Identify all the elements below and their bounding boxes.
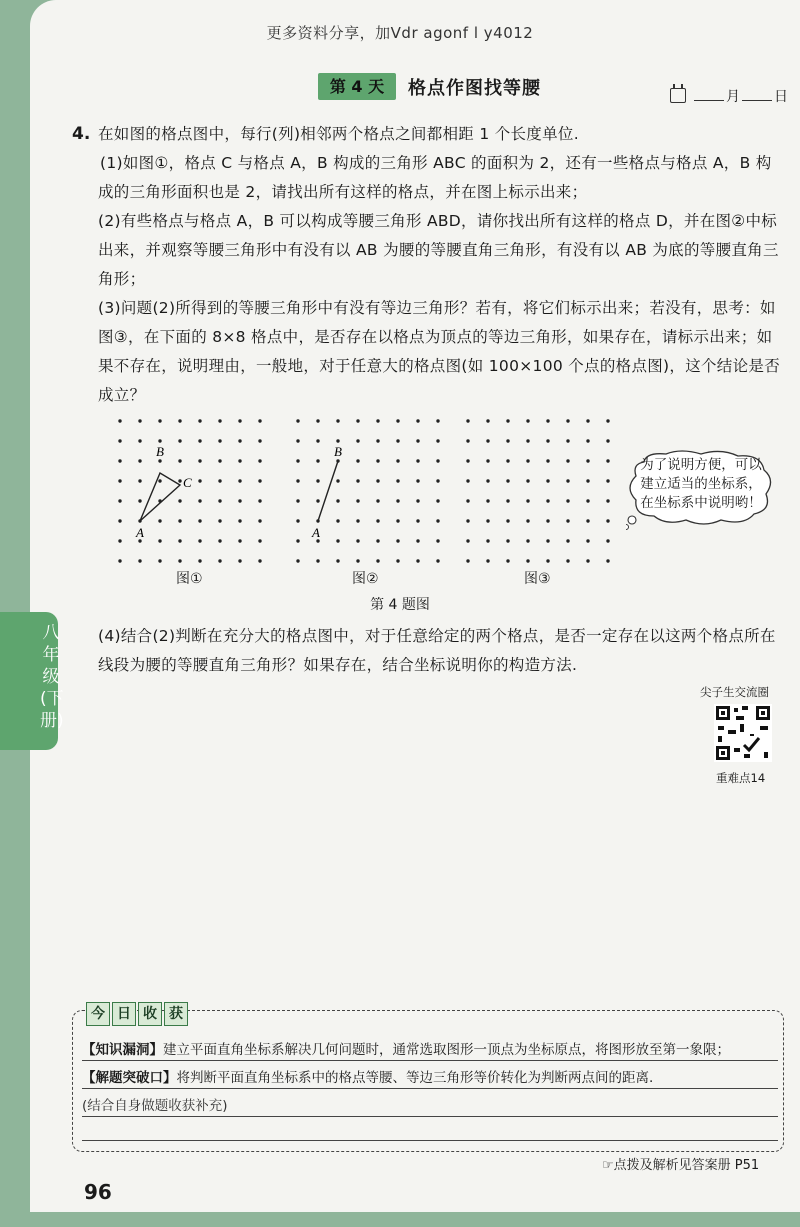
- grid-dot: [396, 459, 399, 462]
- grid-dot: [138, 499, 141, 502]
- grid-dot: [376, 459, 379, 462]
- grid-dot: [416, 519, 419, 522]
- grid-dot: [316, 419, 319, 422]
- grid-dot: [316, 479, 319, 482]
- grid-dot: [138, 479, 141, 482]
- grid-dot: [606, 519, 609, 522]
- header-note: 更多资料分享，加Vdr agonf l y4012: [266, 24, 534, 42]
- page-number: 96: [84, 1180, 112, 1204]
- grid-dot: [238, 519, 241, 522]
- grid-dot: [526, 499, 529, 502]
- grid-dot: [258, 539, 261, 542]
- harvest-text-2: 将判断平面直角坐标系中的格点等腰、等边三角形等价转化为判断两点间的距离.: [176, 1070, 654, 1086]
- grid-dot: [118, 439, 121, 442]
- figure-label-2: 图②: [352, 571, 379, 587]
- grid-figure-1: [118, 419, 261, 562]
- grid-dot: [316, 439, 319, 442]
- grid-dot: [336, 499, 339, 502]
- grid-dot: [138, 419, 141, 422]
- grid-dot: [606, 439, 609, 442]
- grid-dot: [238, 439, 241, 442]
- grid-dot: [198, 559, 201, 562]
- grid-dot: [336, 439, 339, 442]
- grid-dot: [466, 479, 469, 482]
- grid-dot: [218, 459, 221, 462]
- grid-dot: [566, 539, 569, 542]
- grid-dot: [376, 539, 379, 542]
- grid-dot: [396, 559, 399, 562]
- grid-dot: [586, 519, 589, 522]
- cloud-text: 为了说明方便，可以建立适当的坐标系，在坐标系中说明哟！: [640, 457, 762, 511]
- grid-dot: [118, 499, 121, 502]
- grid-dot: [416, 459, 419, 462]
- grid-dot: [486, 419, 489, 422]
- grid-dot: [138, 459, 141, 462]
- grid-dot: [198, 459, 201, 462]
- grid-dot: [198, 439, 201, 442]
- grid-dot: [416, 559, 419, 562]
- grid-dot: [566, 479, 569, 482]
- grid-dot: [416, 499, 419, 502]
- fig2-point-a: A: [312, 525, 320, 540]
- grid-dot: [506, 499, 509, 502]
- harvest-char: 今: [86, 1002, 110, 1026]
- grid-dot: [606, 559, 609, 562]
- harvest-title: [86, 1002, 188, 1026]
- grid-dot: [486, 459, 489, 462]
- grid-dot: [158, 539, 161, 542]
- fig2-point-b: B: [334, 444, 342, 459]
- grid-dot: [376, 479, 379, 482]
- harvest-char: 日: [112, 1002, 136, 1026]
- grid-dot: [138, 439, 141, 442]
- grid-dot: [336, 559, 339, 562]
- grid-dot: [178, 559, 181, 562]
- grid-dot: [466, 539, 469, 542]
- grid-dot: [566, 559, 569, 562]
- grid-dot: [178, 499, 181, 502]
- grid-dot: [586, 559, 589, 562]
- grid-dot: [238, 479, 241, 482]
- grid-dot: [158, 439, 161, 442]
- grid-dot: [178, 539, 181, 542]
- grid-dot: [486, 519, 489, 522]
- grid-dot: [466, 499, 469, 502]
- grid-dot: [506, 539, 509, 542]
- grid-dot: [118, 559, 121, 562]
- grid-dot: [198, 479, 201, 482]
- grid-dot: [316, 499, 319, 502]
- grid-dot: [198, 519, 201, 522]
- grid-dot: [486, 439, 489, 442]
- grid-dot: [218, 519, 221, 522]
- grid-dot: [526, 559, 529, 562]
- day-label: 日: [774, 89, 788, 105]
- grid-dot: [526, 519, 529, 522]
- grid-dot: [356, 479, 359, 482]
- grid-dot: [566, 439, 569, 442]
- figure-label-3: 图③: [524, 571, 551, 587]
- grid-dot: [526, 439, 529, 442]
- grid-dot: [258, 439, 261, 442]
- grid-dot: [436, 439, 439, 442]
- grid-dot: [296, 559, 299, 562]
- grid-dot: [396, 519, 399, 522]
- grid-dot: [258, 519, 261, 522]
- grid-dot: [178, 519, 181, 522]
- month-blank: [694, 86, 724, 101]
- grid-dot: [466, 459, 469, 462]
- grid-dot: [178, 479, 181, 482]
- grid-dot: [506, 419, 509, 422]
- figure-caption: 第 4 题图: [370, 597, 430, 613]
- grid-dot: [356, 519, 359, 522]
- grid-dot: [238, 459, 241, 462]
- grid-dot: [486, 539, 489, 542]
- grid-dot: [436, 499, 439, 502]
- grid-dot: [546, 539, 549, 542]
- grid-dot: [356, 419, 359, 422]
- day-badge: 第 4 天: [318, 73, 396, 100]
- grid-dot: [436, 559, 439, 562]
- grid-dot: [258, 419, 261, 422]
- grid-dot: [436, 459, 439, 462]
- grid-dot: [238, 539, 241, 542]
- grid-dot: [486, 559, 489, 562]
- grid-dot: [218, 559, 221, 562]
- grid-dot: [316, 459, 319, 462]
- grid-dot: [586, 419, 589, 422]
- bottom-strip: [30, 1212, 800, 1227]
- grid-dot: [158, 459, 161, 462]
- figure-label-1: 图①: [176, 571, 203, 587]
- grid-dot: [296, 419, 299, 422]
- grid-dot: [436, 479, 439, 482]
- grid-dot: [506, 559, 509, 562]
- grid-dot: [586, 499, 589, 502]
- question-part4: (4)结合(2)判断在充分大的格点图中，对于任意给定的两个格点，是否一定存在以这两个格点所在线段为腰的等腰直角三角形？如果存在，结合坐标说明你的构造方法.: [98, 627, 776, 674]
- grid-figure-2: [296, 419, 439, 562]
- grid-dot: [466, 559, 469, 562]
- grid-dot: [546, 419, 549, 422]
- grid-dot: [586, 539, 589, 542]
- grid-dot: [258, 559, 261, 562]
- qr-code-icon[interactable]: [714, 704, 772, 762]
- grid-dot: [218, 499, 221, 502]
- grid-dot: [218, 479, 221, 482]
- question-part2: (2)有些格点与格点 A，B 可以构成等腰三角形 ABD，请你找出所有这样的格点 D，并在图②中标出来，并观察等腰三角形中有没有以 AB 为腰的等腰直角三角形，有没有以 AB 为底的等腰直角三角形；: [98, 212, 779, 288]
- harvest-char: 获: [164, 1002, 188, 1026]
- grid-dot: [396, 539, 399, 542]
- grid-dot: [526, 419, 529, 422]
- grid-dot: [376, 519, 379, 522]
- grid-dot: [586, 439, 589, 442]
- grid-dot: [258, 499, 261, 502]
- harvest-tag-1: 【知识漏洞】: [82, 1042, 163, 1058]
- grid-figure-3: [466, 419, 609, 562]
- grid-dot: [396, 499, 399, 502]
- harvest-line-2: [82, 1068, 778, 1089]
- grid-dot: [606, 479, 609, 482]
- grid-dot: [336, 419, 339, 422]
- fig1-point-a: A: [136, 525, 144, 540]
- grid-dot: [376, 559, 379, 562]
- grid-dot: [546, 459, 549, 462]
- harvest-blank-line: [82, 1140, 778, 1141]
- grid-dot: [178, 439, 181, 442]
- grid-dot: [356, 499, 359, 502]
- grid-dot: [546, 479, 549, 482]
- fig1-point-c: C: [183, 475, 192, 490]
- question-stem: 在如图的格点图中，每行(列)相邻两个格点之间都相距 1 个长度单位.: [98, 125, 579, 143]
- grid-dot: [396, 419, 399, 422]
- grid-dot: [238, 499, 241, 502]
- page-title: 格点作图找等腰: [408, 78, 541, 99]
- grid-dot: [356, 459, 359, 462]
- grid-dot: [506, 479, 509, 482]
- grid-dot: [526, 459, 529, 462]
- grid-dot: [566, 499, 569, 502]
- grid-dot: [118, 479, 121, 482]
- grid-dot: [336, 519, 339, 522]
- grid-dot: [436, 519, 439, 522]
- grid-dot: [158, 559, 161, 562]
- grid-dot: [356, 439, 359, 442]
- calendar-icon: [670, 88, 686, 103]
- qr-title: 尖子生交流圈: [700, 685, 769, 699]
- harvest-line-1: [82, 1040, 778, 1061]
- grid-dot: [158, 419, 161, 422]
- grid-dot: [486, 479, 489, 482]
- grid-dot: [258, 479, 261, 482]
- grid-dot: [336, 539, 339, 542]
- grid-dot: [466, 419, 469, 422]
- grid-dot: [198, 499, 201, 502]
- grid-dot: [336, 479, 339, 482]
- grid-dot: [606, 539, 609, 542]
- grid-dot: [296, 499, 299, 502]
- grid-dot: [526, 479, 529, 482]
- grid-dot: [218, 539, 221, 542]
- grid-dot: [296, 459, 299, 462]
- month-label: 月: [726, 89, 740, 105]
- grid-dot: [566, 519, 569, 522]
- date-field: [670, 86, 788, 106]
- grid-dot: [178, 419, 181, 422]
- grid-dot: [118, 459, 121, 462]
- grid-dot: [158, 479, 161, 482]
- harvest-tag-2: 【解题突破口】: [82, 1070, 177, 1086]
- grid-dot: [118, 519, 121, 522]
- grid-dot: [466, 439, 469, 442]
- grid-dot: [546, 519, 549, 522]
- grid-dot: [218, 419, 221, 422]
- grid-dot: [296, 539, 299, 542]
- grid-dot: [526, 539, 529, 542]
- question-number: 4.: [72, 124, 91, 144]
- answer-reference: ☞点拨及解析见答案册 P51: [602, 1158, 760, 1173]
- grid-dot: [436, 419, 439, 422]
- grid-dot: [258, 459, 261, 462]
- grid-dot: [158, 519, 161, 522]
- qr-label: 重难点14: [716, 771, 766, 785]
- grid-dot: [178, 459, 181, 462]
- side-tab-label: 八年级(下册): [40, 623, 64, 731]
- grid-dot: [396, 439, 399, 442]
- grid-dot: [436, 539, 439, 542]
- grid-dot: [396, 479, 399, 482]
- grid-dot: [356, 559, 359, 562]
- grid-dot: [586, 459, 589, 462]
- grid-dot: [506, 439, 509, 442]
- grid-dot: [118, 539, 121, 542]
- grid-dot: [296, 479, 299, 482]
- grid-dot: [296, 439, 299, 442]
- grid-dot: [356, 539, 359, 542]
- grid-dot: [238, 559, 241, 562]
- grid-dot: [376, 439, 379, 442]
- grid-dot: [506, 459, 509, 462]
- grid-dot: [198, 419, 201, 422]
- grid-dot: [376, 419, 379, 422]
- grid-dot: [546, 559, 549, 562]
- grid-dot: [238, 419, 241, 422]
- grid-dot: [118, 419, 121, 422]
- grid-dot: [138, 559, 141, 562]
- grid-dot: [416, 479, 419, 482]
- grid-dot: [316, 559, 319, 562]
- grid-dot: [606, 419, 609, 422]
- grid-dot: [606, 459, 609, 462]
- grid-dot: [416, 419, 419, 422]
- harvest-text-1: 建立平面直角坐标系解决几何问题时，通常选取图形一顶点为坐标原点，将图形放至第一象限；: [163, 1042, 730, 1058]
- grid-dot: [416, 439, 419, 442]
- grid-dot: [506, 519, 509, 522]
- grid-dot: [416, 539, 419, 542]
- fig1-point-b: B: [156, 444, 164, 459]
- grid-dot: [376, 499, 379, 502]
- grid-dot: [466, 519, 469, 522]
- grid-dot: [606, 499, 609, 502]
- grid-dot: [198, 539, 201, 542]
- question-part3: (3)问题(2)所得到的等腰三角形中有没有等边三角形？若有，将它们标示出来；若没有，思考：如图③，在下面的 8×8 格点中，是否存在以格点为顶点的等边三角形，如果存在，请标示出来；如果不存在，说明理由，一般地，对于任意大的格点图(如 100×100 个点的格点图)，这个结论是否成立？: [98, 299, 781, 404]
- day-blank: [742, 86, 772, 101]
- segment-ab: [318, 461, 338, 521]
- grid-dot: [566, 459, 569, 462]
- grid-dot: [546, 439, 549, 442]
- grid-dot: [546, 499, 549, 502]
- grid-dot: [218, 439, 221, 442]
- harvest-char: 收: [138, 1002, 162, 1026]
- grid-dot: [486, 499, 489, 502]
- harvest-line-3: (结合自身做题收获补充): [82, 1096, 778, 1117]
- grid-dot: [566, 419, 569, 422]
- grid-dot: [586, 479, 589, 482]
- grid-dot: [296, 519, 299, 522]
- question-part1: (1)如图①，格点 C 与格点 A，B 构成的三角形 ABC 的面积为 2，还有一些格点与格点 A，B 构成的三角形面积也是 2，请找出所有这样的格点，并在图上标示出来；: [98, 154, 772, 201]
